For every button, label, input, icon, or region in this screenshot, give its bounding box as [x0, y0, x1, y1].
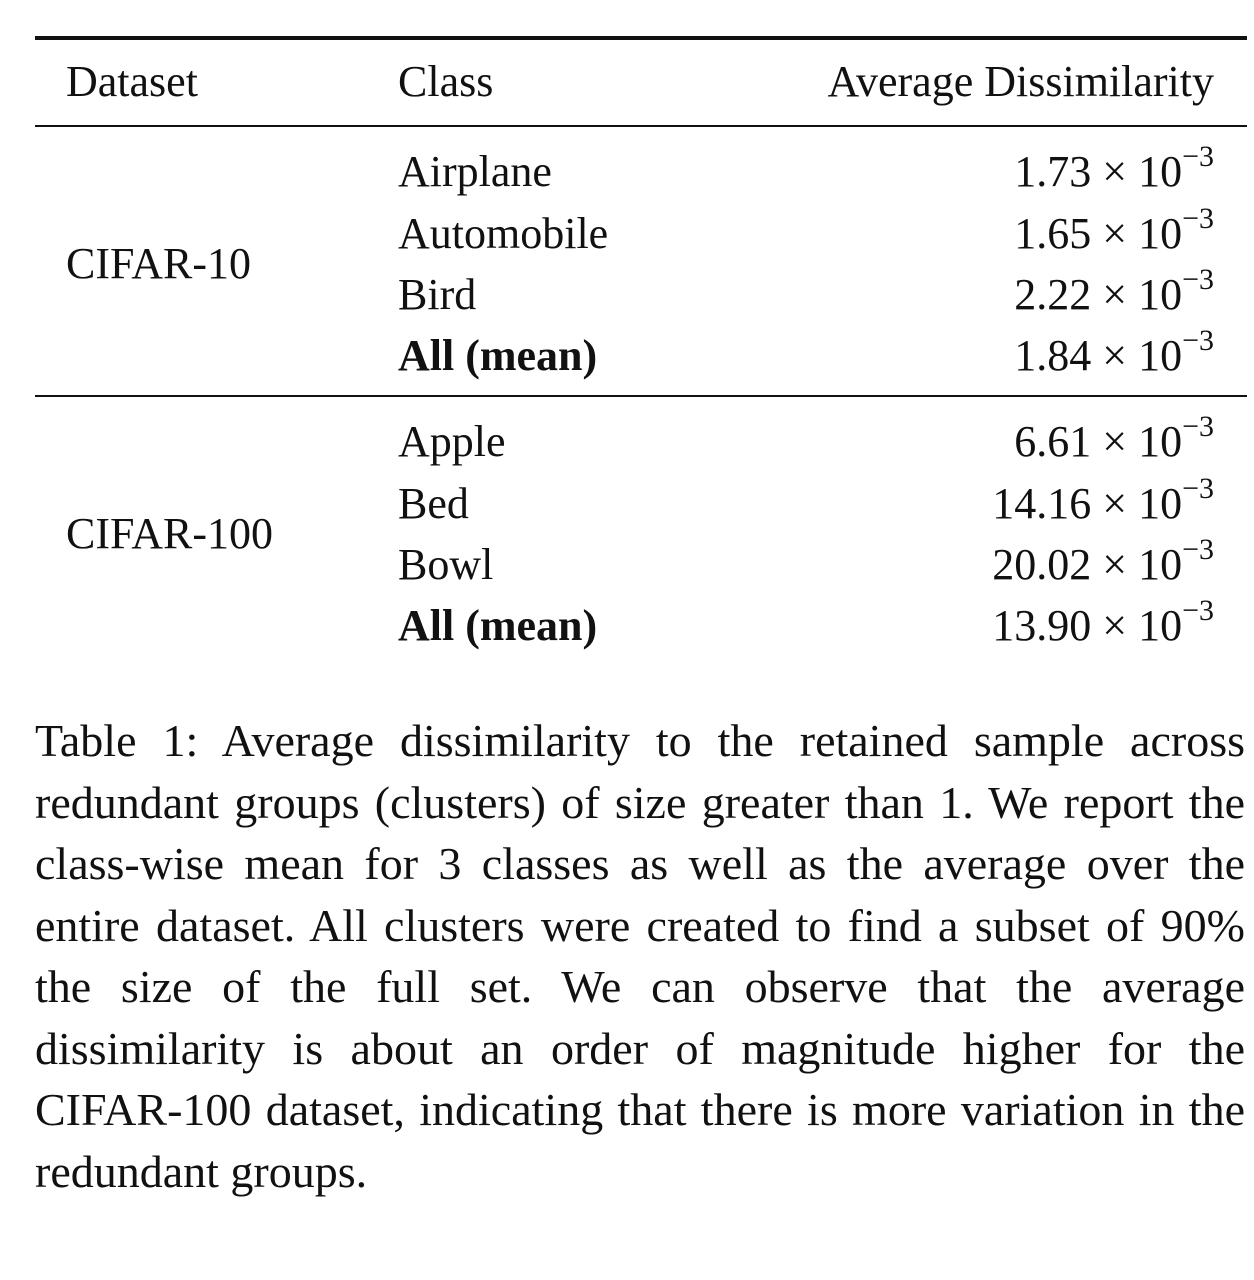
value-mantissa: 13.90	[992, 601, 1092, 650]
value-cell	[992, 533, 1214, 589]
class-cell: Airplane	[398, 147, 552, 196]
value-times-ten: × 10	[1102, 417, 1183, 466]
caption-text: Average dissimilarity to the retained sample across redundant groups (clusters) of size greater than 1. We report the class-wise mean for 3 classes as well as the average over the entire dataset. All clusters were created to find a subset of 90% the size of the full set. We can observe that the average dissimilarity is about an order of magnitude higher for the CIFAR-100 dataset, indicating that there is more variation in the redundant groups.	[35, 715, 1246, 1197]
value-mantissa: 1.65	[1014, 209, 1092, 258]
value-exponent: −3	[1182, 472, 1214, 506]
class-cell-all-mean: All (mean)	[398, 331, 598, 380]
value-times-ten: × 10	[1102, 601, 1183, 650]
class-cell: Apple	[398, 417, 506, 466]
value-exponent: −3	[1182, 533, 1214, 567]
header-class: Class	[398, 57, 494, 106]
value-exponent: −3	[1182, 324, 1214, 358]
value-exponent: −3	[1182, 410, 1214, 444]
class-cell: Bowl	[398, 540, 494, 589]
group-separator-rule	[35, 395, 1247, 397]
header-average-dissimilarity: Average Dissimilarity	[827, 57, 1214, 106]
value-cell	[1014, 410, 1214, 466]
value-mantissa: 2.22	[1014, 270, 1092, 319]
value-cell	[1014, 140, 1214, 196]
value-mantissa: 20.02	[992, 540, 1092, 589]
value-cell-mean	[992, 594, 1214, 650]
value-cell	[1014, 202, 1214, 258]
class-cell: Automobile	[398, 209, 609, 258]
value-times-ten: × 10	[1102, 147, 1183, 196]
caption-label: Table 1:	[35, 715, 199, 766]
table-top-rule	[35, 36, 1247, 40]
value-mantissa: 6.61	[1014, 417, 1092, 466]
dataset-cifar100: CIFAR-100	[66, 509, 273, 558]
value-times-ten: × 10	[1102, 479, 1183, 528]
value-times-ten: × 10	[1102, 540, 1183, 589]
value-cell	[992, 472, 1214, 528]
value-exponent: −3	[1182, 202, 1214, 236]
value-cell-mean	[1014, 324, 1214, 380]
table-caption	[35, 710, 1245, 1202]
class-cell: Bird	[398, 270, 477, 319]
value-times-ten: × 10	[1102, 270, 1183, 319]
dataset-cifar10: CIFAR-10	[66, 239, 251, 288]
class-cell-all-mean: All (mean)	[398, 601, 598, 650]
value-mantissa: 14.16	[992, 479, 1092, 528]
header-dataset: Dataset	[66, 57, 198, 106]
value-exponent: −3	[1182, 140, 1214, 174]
class-cell: Bed	[398, 479, 469, 528]
value-times-ten: × 10	[1102, 331, 1183, 380]
value-mantissa: 1.73	[1014, 147, 1092, 196]
value-times-ten: × 10	[1102, 209, 1183, 258]
value-exponent: −3	[1182, 263, 1214, 297]
table-header-rule	[35, 125, 1247, 127]
value-mantissa: 1.84	[1014, 331, 1092, 380]
value-exponent: −3	[1182, 594, 1214, 628]
value-cell	[1014, 263, 1214, 319]
